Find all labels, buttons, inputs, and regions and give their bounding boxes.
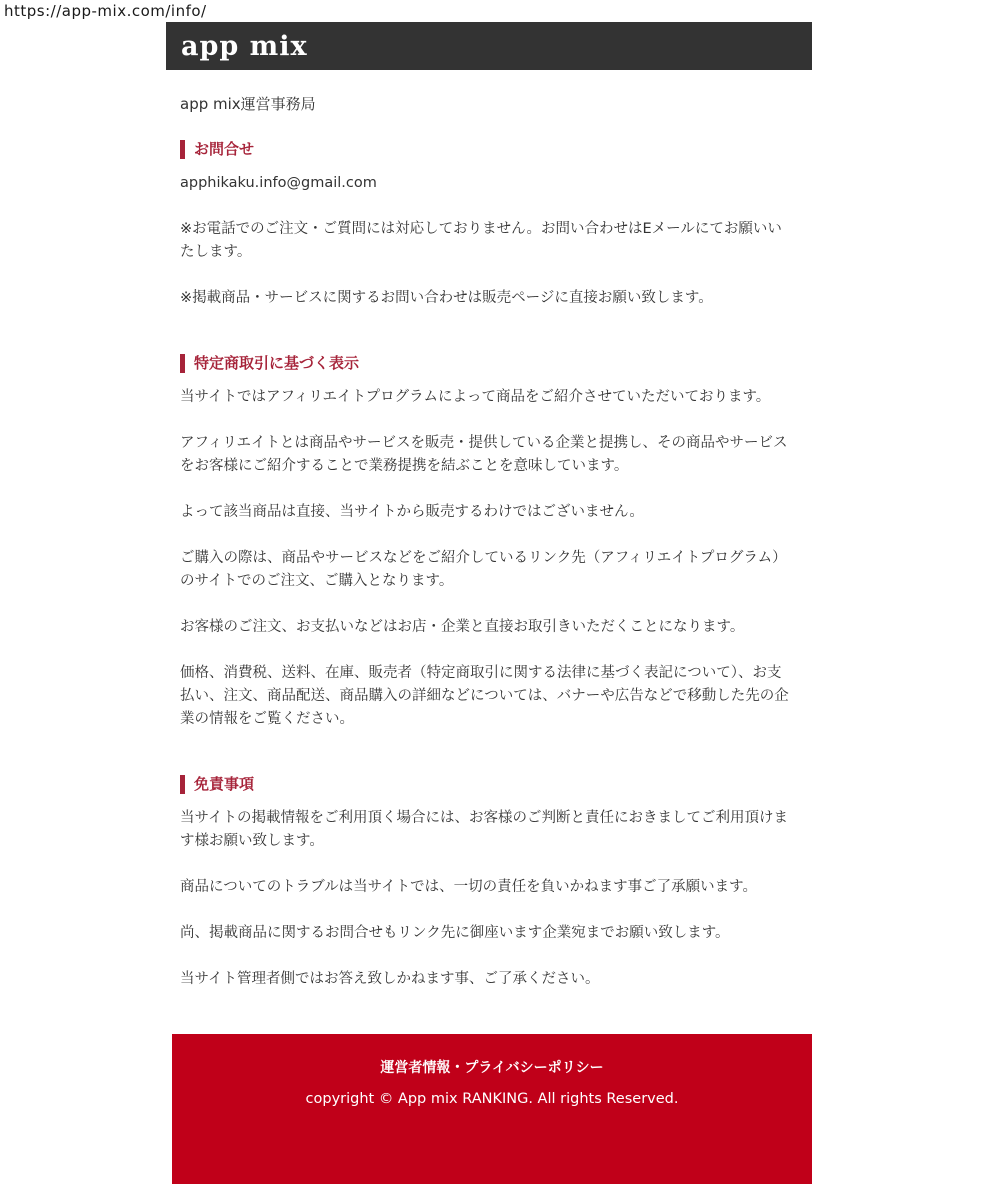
disclaimer-paragraph: 商品についてのトラブルは当サイトでは、一切の責任を負いかねます事ご了承願います。 (180, 879, 757, 895)
tokutei-paragraph: よって該当商品は直接、当サイトから販売するわけではございません。 (180, 504, 644, 520)
privacy-policy-link[interactable]: 運営者情報・プライバシーポリシー (380, 1060, 604, 1076)
tokutei-paragraph: 価格、消費税、送料、在庫、販売者（特定商取引に関する法律に基づく表記について）、お支払い、注文、商品配送、商品購入の詳細などについては、バナーや広告などで移動した先の企業の情報をご覧ください。 (180, 665, 789, 727)
tokutei-paragraph: お客様のご注文、お支払いなどはお店・企業と直接お取引きいただくことになります。 (180, 619, 745, 635)
copyright-text: copyright © App mix RANKING. All rights Reserved. (305, 1091, 679, 1107)
page-container (166, 22, 812, 1184)
url-annotation: https://app-mix.com/info/ (4, 2, 207, 20)
contact-note: ※お電話でのご注文・ご質問には対応しておりません。お問い合わせはEメールにてお願いいたします。 (180, 221, 782, 260)
main-content (166, 93, 812, 991)
contact-email: apphikaku.info@gmail.com (180, 175, 377, 191)
section-heading-contact: お問合せ (180, 140, 792, 159)
disclaimer-paragraph: 当サイト管理者側ではお答え致しかねます事、ご了承ください。 (180, 971, 600, 987)
operator-intro-text: app mix運営事務局 (180, 95, 316, 113)
tokutei-paragraph: アフィリエイトとは商品やサービスを販売・提供している企業と提携し、その商品やサービスをお客様にご紹介することで業務提携を結ぶことを意味しています。 (180, 435, 788, 474)
disclaimer-paragraph: 当サイトの掲載情報をご利用頂く場合には、お客様のご判断と責任におきましてご利用頂けます様お願い致します。 (180, 810, 788, 849)
site-header (166, 22, 812, 70)
section-heading-tokutei: 特定商取引に基づく表示 (180, 354, 792, 373)
tokutei-paragraph: ご購入の際は、商品やサービスなどをご紹介しているリンク先（アフィリエイトプログラム）のサイトでのご注文、ご購入となります。 (180, 550, 787, 589)
section-heading-disclaimer: 免責事項 (180, 775, 792, 794)
tokutei-paragraph: 当サイトではアフィリエイトプログラムによって商品をご紹介させていただいております。 (180, 389, 771, 405)
site-logo[interactable]: app mix (181, 30, 308, 62)
disclaimer-paragraph: 尚、掲載商品に関するお問合せもリンク先に御座います企業宛までお願い致します。 (180, 925, 730, 941)
site-footer (172, 1034, 812, 1184)
contact-note: ※掲載商品・サービスに関するお問い合わせは販売ページに直接お願い致します。 (180, 290, 713, 306)
